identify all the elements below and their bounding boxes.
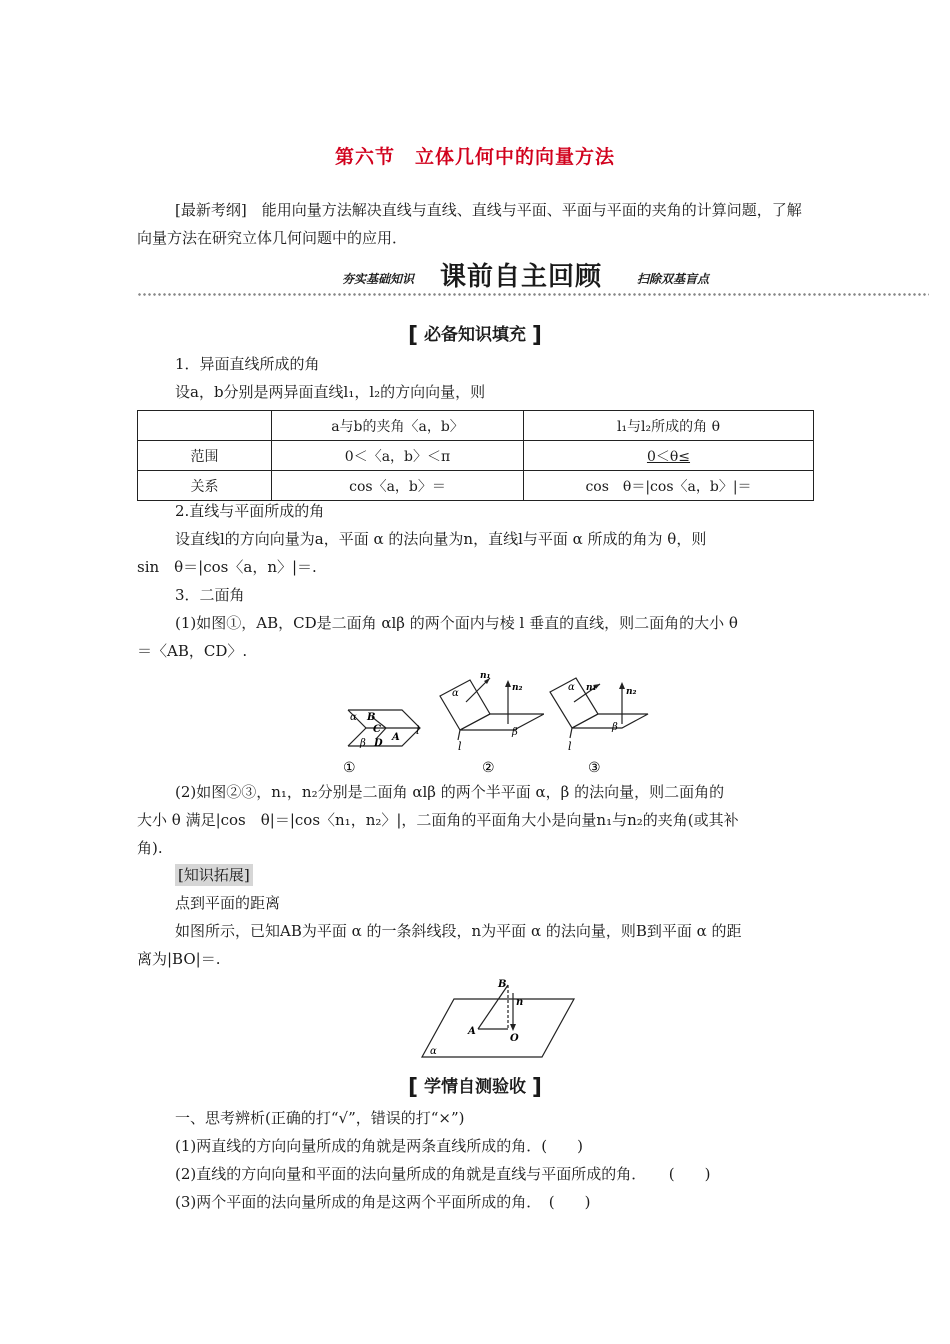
fig3-label: n₁ [586, 683, 597, 693]
table-header-row [138, 411, 814, 441]
figure-3-dihedral-normals [548, 668, 658, 778]
angle-table [137, 410, 814, 501]
banner-right-text: 扫除双基盲点 [637, 272, 710, 286]
item2-text1: 设直线l的方向向量为a，平面 α 的法向量为n，直线l与平面 α 所成的角为 θ，则 [175, 530, 707, 548]
figure-1-dihedral-diagram [340, 668, 430, 778]
figure-point-plane-distance [418, 975, 578, 1063]
quiz-item: (1)两直线的方向向量所成的角就是两条直线所成的角．( ) [175, 1137, 583, 1155]
item3-p2b: 大小 θ 满足|cos θ|＝|cos〈n₁，n₂〉|，二面角的平面角大小是向量n₁与n₂的夹角(或其补 [137, 811, 739, 829]
item3-p2c: 角). [137, 839, 163, 857]
syllabus-text: 能用向量方法解决直线与直线、直线与平面、平面与平面的夹角的计算问题，了解向量方法在研究立体几何问题中的应用． [137, 201, 802, 247]
table-header-cell: l₁与l₂所成的角 θ [524, 411, 814, 441]
fig3-label: n₂ [626, 687, 637, 697]
table-cell: 0＜〈a，b〉＜π [272, 441, 524, 471]
banner-main-text: 课前自主回顾 [440, 262, 603, 292]
item3-p2: (2)如图②③，n₁，n₂分别是二面角 αlβ 的两个半平面 α，β 的法向量，则二面角的 [175, 783, 725, 801]
section-heading-knowledge-text: 必备知识填充 [424, 325, 526, 345]
quiz-item: (2)直线的方向向量和平面的法向量所成的角就是直线与平面所成的角． ( ) [175, 1165, 711, 1183]
fig1-label: D [374, 738, 383, 749]
fig2-label: β [512, 727, 518, 738]
item2-text2: sin θ＝|cos〈a，n〉|＝. [137, 558, 317, 576]
fig1-label: A [392, 732, 400, 743]
distance-fig-label: α [430, 1046, 437, 1057]
item3-heading: 3．二面角 [175, 586, 245, 604]
distance-fig-label: B [498, 979, 507, 990]
distance-fig-label: O [510, 1033, 519, 1044]
item3-p1b: ＝〈AB，CD〉. [137, 642, 248, 660]
distance-fig-label: n [516, 997, 524, 1008]
fig1-label: C [373, 724, 381, 735]
fig3-label: l [568, 740, 572, 753]
section-title: 第六节 立体几何中的向量方法 [334, 146, 615, 168]
figure-3-number: ③ [588, 760, 601, 776]
banner-left-text: 夯实基础知识 [342, 272, 415, 286]
fig2-label: n₁ [480, 671, 491, 681]
syllabus-label: [最新考纲] [175, 201, 247, 219]
table-cell: cos〈a，b〉＝ [272, 471, 524, 501]
fig2-label: l [458, 740, 462, 753]
figure-1-number: ① [343, 760, 356, 776]
fig1-label: B [367, 712, 376, 723]
table-header-cell [138, 411, 272, 441]
quiz-heading: 一、思考辨析(正确的打“√”，错误的打“×”) [175, 1109, 465, 1127]
table-header-cell: a与b的夹角〈a，b〉 [272, 411, 524, 441]
section-heading-knowledge: [ 必备知识填充 ] [408, 323, 542, 348]
section-heading-selftest-text: 学情自测验收 [424, 1077, 526, 1097]
fig1-label: β [360, 738, 366, 749]
knowledge-extension-tag: [知识拓展] [175, 864, 253, 886]
table-cell: 0＜θ≤ [524, 441, 814, 471]
table-row [138, 471, 814, 501]
chapter-banner [137, 256, 929, 298]
table-row [138, 441, 814, 471]
fig3-label: β [612, 722, 618, 733]
item3-p1: (1)如图①，AB，CD是二面角 αlβ 的两个面内与棱 l 垂直的直线，则二面角的大小 θ [175, 614, 738, 632]
fig1-label: α [350, 712, 357, 723]
extension-heading: 点到平面的距离 [175, 894, 281, 912]
fig1-label: l [416, 724, 420, 737]
table-cell: 范围 [138, 441, 272, 471]
figure-2-number: ② [482, 760, 495, 776]
table-cell: 关系 [138, 471, 272, 501]
quiz-item: (3)两个平面的法向量所成的角是这两个平面所成的角． ( ) [175, 1193, 591, 1211]
section-heading-selftest: [ 学情自测验收 ] [408, 1075, 542, 1100]
table-cell: cos θ＝|cos〈a，b〉|＝ [524, 471, 814, 501]
distance-fig-label: A [468, 1026, 476, 1037]
item1-heading: 1．异面直线所成的角 [175, 355, 320, 373]
fig2-label: n₂ [512, 683, 523, 693]
fig2-label: α [452, 688, 459, 699]
figure-2-dihedral-normals [432, 668, 544, 778]
syllabus-paragraph [137, 196, 815, 252]
banner-dotted-rule [137, 292, 929, 298]
extension-text1: 如图所示，已知AB为平面 α 的一条斜线段，n为平面 α 的法向量，则B到平面 α 的距 [175, 922, 742, 940]
item2-heading: 2.直线与平面所成的角 [175, 502, 325, 520]
extension-text2: 离为|BO|＝. [137, 950, 221, 968]
fig3-label: α [568, 682, 575, 693]
item1-intro: 设a，b分别是两异面直线l₁，l₂的方向向量，则 [175, 383, 486, 401]
